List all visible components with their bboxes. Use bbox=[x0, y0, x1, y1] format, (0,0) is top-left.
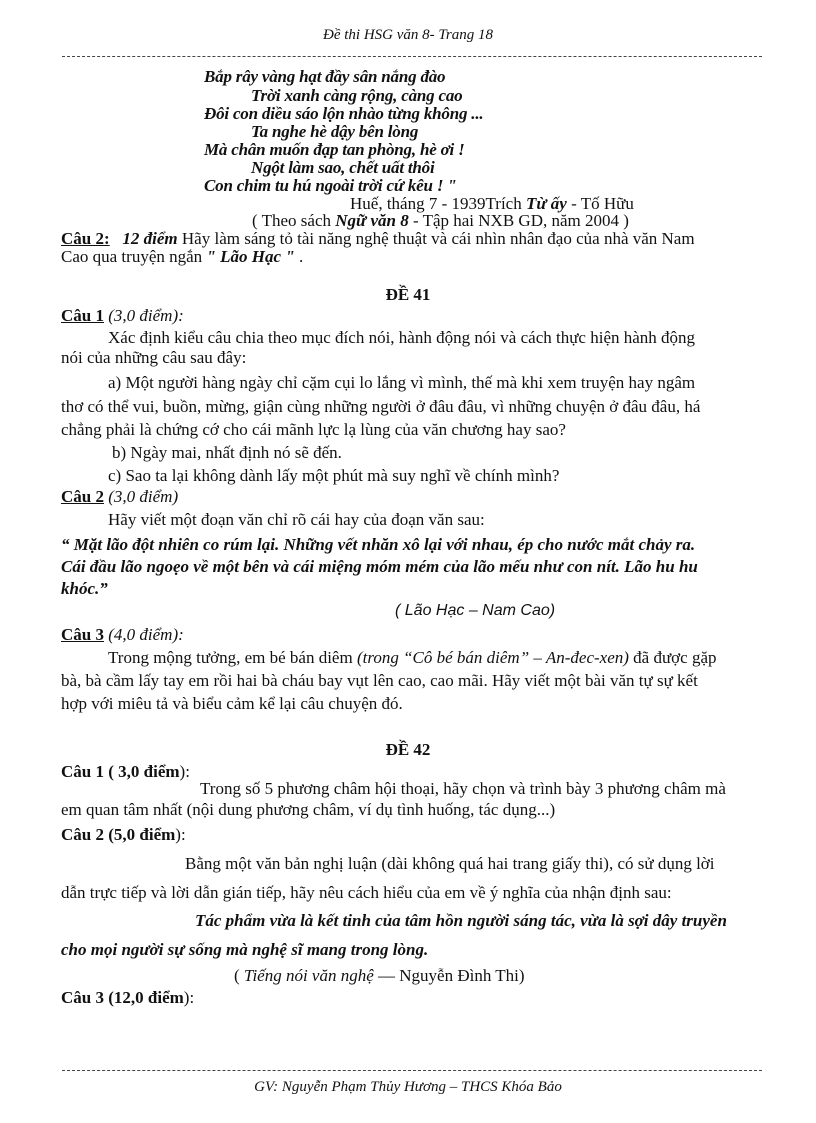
de42-q2-quote: cho mọi người sự sống mà nghệ sĩ mang trong lòng. bbox=[61, 940, 429, 959]
de41-q3-text: bà, bà cầm lấy tay em rồi hai bà cháu bay vụt lên cao, cao mãi. Hãy viết một bài văn tự sự kết bbox=[61, 671, 698, 690]
question-label: Câu 2 bbox=[61, 487, 104, 506]
de42-q2-text: Bằng một văn bản nghị luận (dài không quá hai trang giấy thi), có sử dụng lời bbox=[185, 854, 715, 873]
de41-q1-item-a: a) Một người hàng ngày chỉ cặm cụi lo lắng vì mình, thế mà khi xem truyện hay ngâm bbox=[108, 373, 696, 392]
poem-line: Ta nghe hè dậy bên lòng bbox=[251, 122, 419, 141]
de41-q3-heading bbox=[61, 625, 184, 645]
exam-title-42: ĐỀ 42 bbox=[385, 740, 431, 759]
textbook-source-text: ( Theo sách bbox=[252, 211, 336, 230]
work-reference: (trong “Cô bé bán diêm” – An-đec-xen) bbox=[356, 648, 629, 667]
question-points: (4,0 điểm): bbox=[103, 625, 184, 644]
question-label: Câu 2 (5,0 điểm bbox=[61, 825, 176, 844]
de41-q2-quote: khóc.” bbox=[61, 579, 108, 598]
textbook-source-detail: - Tập hai NXB GD, năm 2004 ) bbox=[408, 211, 629, 230]
question-text: đã được gặp bbox=[628, 648, 717, 667]
question-text: Hãy làm sáng tỏ tài năng nghệ thuật và cái nhìn nhân đạo của nhà văn Nam bbox=[177, 229, 695, 248]
source-paren: ( bbox=[234, 966, 244, 985]
poem-source-work: Từ ấy bbox=[525, 194, 567, 213]
poem-line: Con chim tu hú ngoài trời cứ kêu ! " bbox=[204, 176, 457, 195]
de41-q1-item-a: thơ có thể vui, buồn, mừng, giận cùng những người ở đâu đâu, vì những chuyện ở đâu đâu, há bbox=[61, 397, 701, 416]
source-author: — Nguyễn Đình Thi) bbox=[373, 966, 525, 985]
de41-q2-source: ( Lão Hạc – Nam Cao) bbox=[395, 602, 556, 619]
question-label: Câu 1 ( bbox=[61, 762, 119, 781]
header-divider bbox=[62, 56, 762, 57]
de41-q3-text: hợp với miêu tả và biểu cảm kể lại câu chuyện đó. bbox=[61, 694, 403, 713]
de42-q2-quote: Tác phẩm vừa là kết tinh của tâm hồn người sáng tác, vừa là sợi dây truyền bbox=[195, 911, 727, 930]
exam-title-41: ĐỀ 41 bbox=[385, 285, 431, 304]
question-points: 3,0 điểm bbox=[118, 762, 180, 781]
question-label-end: ): bbox=[179, 762, 190, 781]
de42-q1-text: Trong số 5 phương châm hội thoại, hãy chọn và trình bày 3 phương châm mà bbox=[200, 779, 726, 798]
question-cau2 bbox=[61, 229, 695, 249]
page-header: Đề thi HSG văn 8- Trang 18 bbox=[323, 27, 493, 43]
de42-q1-heading bbox=[61, 762, 190, 782]
de41-q1-item-c: c) Sao ta lại không dành lấy một phút mà suy nghĩ về chính mình? bbox=[108, 466, 560, 485]
question-label: Câu 1 bbox=[61, 306, 104, 325]
de42-q3-heading bbox=[61, 988, 194, 1008]
source-work: Tiếng nói văn nghệ bbox=[243, 966, 374, 985]
de41-q2-heading bbox=[61, 487, 178, 507]
de41-q1-item-a: chẳng phải là chứng cớ cho cái mãnh lực lạ lùng của văn chương hay sao? bbox=[61, 420, 566, 439]
question-label-end: ): bbox=[175, 825, 186, 844]
question-text: Trong mộng tưởng, em bé bán diêm bbox=[108, 648, 357, 667]
poem-line: Đôi con diều sáo lộn nhào từng không ... bbox=[204, 104, 484, 123]
textbook-name: Ngữ văn 8 bbox=[335, 211, 409, 230]
question-label: Câu 3 (12,0 điểm bbox=[61, 988, 184, 1007]
de41-q1-item-b: b) Ngày mai, nhất định nó sẽ đến. bbox=[112, 443, 342, 462]
de42-q2-heading bbox=[61, 825, 186, 845]
question-points: (3,0 điểm): bbox=[103, 306, 184, 325]
question-cau2-line2 bbox=[61, 247, 303, 267]
de41-q1-text: Xác định kiểu câu chia theo mục đích nói, hành động nói và cách thực hiện hành động bbox=[108, 328, 696, 347]
de41-q1-heading bbox=[61, 306, 184, 326]
question-label: Câu 2: bbox=[61, 229, 110, 248]
poem-line: Trời xanh càng rộng, càng cao bbox=[251, 86, 463, 105]
poem-line: Ngột làm sao, chết uất thôi bbox=[251, 158, 435, 177]
de41-q3-text bbox=[108, 648, 717, 668]
de41-q2-quote: Cái đầu lão ngoẹo về một bên và cái miệng móm mém của lão mếu như con nít. Lão hu hu bbox=[61, 557, 698, 576]
question-points: (3,0 điểm) bbox=[103, 487, 179, 506]
footer-divider bbox=[62, 1070, 762, 1071]
question-label-end: ): bbox=[183, 988, 195, 1007]
page-footer: GV: Nguyễn Phạm Thủy Hương – THCS Khóa Bảo bbox=[254, 1079, 562, 1095]
de41-q2-quote: “ Mặt lão đột nhiên co rúm lại. Những vết nhăn xô lại với nhau, ép cho nước mắt chảy ra. bbox=[61, 535, 696, 554]
poem-source-author: - Tố Hữu bbox=[566, 194, 634, 213]
question-label: Câu 3 bbox=[61, 625, 104, 644]
de42-q1-text: em quan tâm nhất (nội dung phương châm, ví dụ tình huống, tác dụng...) bbox=[61, 800, 556, 819]
question-text-end: . bbox=[294, 247, 304, 266]
question-points: 12 điểm bbox=[122, 229, 178, 248]
poem-source-text: Huế, tháng 7 - 1939Trích bbox=[350, 194, 526, 213]
de42-q2-source bbox=[234, 966, 525, 986]
de42-q2-text: dẫn trực tiếp và lời dẫn gián tiếp, hãy nêu cách hiểu của em về ý nghĩa của nhận định sau: bbox=[61, 883, 672, 902]
poem-line: Mà chân muốn đạp tan phòng, hè ơi ! bbox=[204, 140, 465, 159]
de41-q2-text: Hãy viết một đoạn văn chỉ rõ cái hay của đoạn văn sau: bbox=[108, 510, 485, 529]
poem-line: Bắp rây vàng hạt đầy sân nắng đào bbox=[204, 67, 446, 86]
de41-q1-text: nói của những câu sau đây: bbox=[61, 348, 247, 367]
work-title: " Lão Hạc " bbox=[206, 247, 295, 266]
textbook-source bbox=[252, 211, 629, 231]
question-text: Cao qua truyện ngắn bbox=[61, 247, 207, 266]
